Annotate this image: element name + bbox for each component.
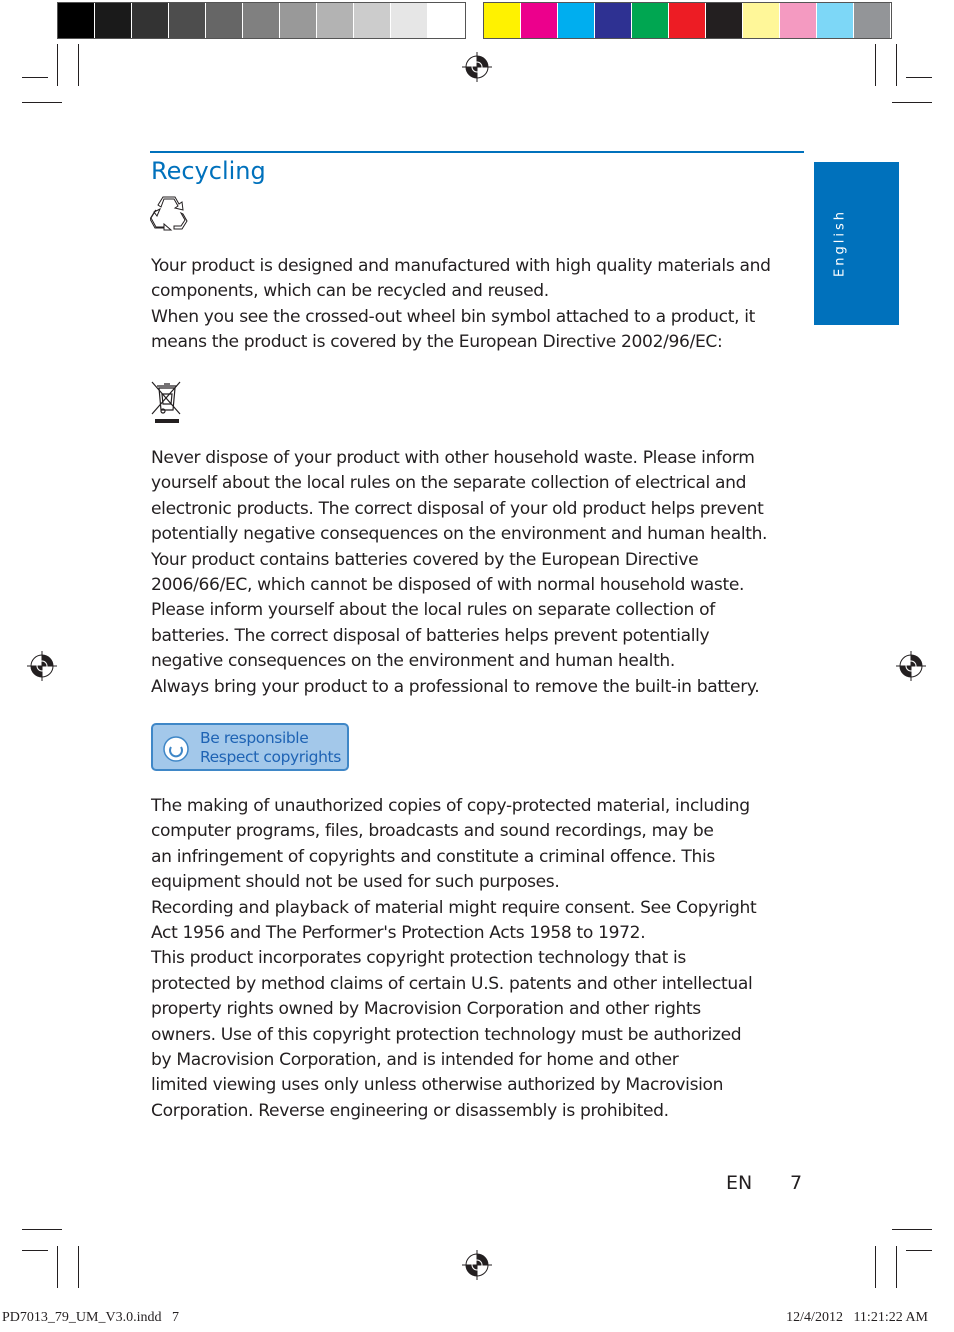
- gray-swatch: [58, 3, 95, 38]
- be-responsible-badge: [151, 723, 349, 771]
- gray-swatch: [428, 3, 465, 38]
- crossed-out-wheelie-bin-icon: [150, 378, 184, 426]
- text-line: Act 1956 and The Performer's Protection Acts 1958 to 1972.: [151, 922, 646, 943]
- disposal-paragraph: [151, 446, 807, 700]
- crop-mark: [906, 77, 932, 78]
- color-swatch: [595, 3, 632, 38]
- text-line: limited viewing uses only unless otherwise authorized by Macrovision: [151, 1075, 724, 1096]
- crop-mark: [22, 102, 62, 103]
- text-line: Corporation. Reverse engineering or disassembly is prohibited.: [151, 1100, 669, 1121]
- slug-file-name: PD7013_79_UM_V3.0.indd 7: [2, 1310, 179, 1325]
- text-line: Your product is designed and manufactured with high quality materials and: [151, 256, 771, 276]
- registration-mark-icon: [27, 651, 57, 681]
- gray-swatch: [317, 3, 354, 38]
- crop-mark: [892, 1229, 932, 1230]
- text-line: by Macrovision Corporation, and is intended for home and other: [151, 1049, 679, 1070]
- footer-language-code: EN: [726, 1172, 753, 1194]
- heading-rule: [150, 151, 804, 153]
- color-swatch: [669, 3, 706, 38]
- text-line: yourself about the local rules on the separate collection of electrical and: [151, 473, 747, 494]
- text-line: electronic products. The correct disposal of your old product helps prevent: [151, 498, 764, 519]
- crop-mark: [78, 44, 79, 86]
- text-line: batteries. The correct disposal of batteries helps prevent potentially: [151, 625, 710, 646]
- registration-mark-icon: [462, 52, 492, 82]
- crop-mark: [892, 102, 932, 103]
- text-line: The making of unauthorized copies of copy-protected material, including: [151, 796, 750, 816]
- color-swatch: [521, 3, 558, 38]
- crop-mark: [906, 1250, 932, 1251]
- gray-swatch: [391, 3, 428, 38]
- crop-mark: [22, 77, 48, 78]
- text-line: When you see the crossed-out wheel bin symbol attached to a product, it: [151, 306, 755, 327]
- text-line: This product incorporates copyright protection technology that is: [151, 948, 686, 969]
- gray-swatch: [243, 3, 280, 38]
- language-tab: [814, 162, 899, 325]
- text-line: components, which can be recycled and reused.: [151, 281, 549, 302]
- copyright-paragraph: [151, 794, 807, 1124]
- text-line: Never dispose of your product with other household waste. Please inform: [151, 448, 755, 468]
- text-line: owners. Use of this copyright protection technology must be authorized: [151, 1024, 742, 1045]
- crop-mark: [875, 1246, 876, 1288]
- gray-swatch: [354, 3, 391, 38]
- text-line: computer programs, files, broadcasts and sound recordings, may be: [151, 821, 714, 842]
- color-swatch: [632, 3, 669, 38]
- crop-mark: [57, 1246, 58, 1288]
- gray-swatch-bar: [57, 2, 466, 39]
- gray-swatch: [206, 3, 243, 38]
- gray-swatch: [95, 3, 132, 38]
- recycle-icon: [150, 196, 188, 232]
- text-line: an infringement of copyrights and constitute a criminal offence. This: [151, 846, 715, 867]
- registration-mark-icon: [896, 651, 926, 681]
- text-line: Recording and playback of material might require consent. See Copyright: [151, 897, 757, 918]
- color-swatch: [558, 3, 595, 38]
- color-swatch: [854, 3, 891, 38]
- badge-line-2: Respect copyrights: [200, 748, 341, 766]
- intro-paragraph: [151, 254, 807, 356]
- text-line: Always bring your product to a professional to remove the built-in battery.: [151, 676, 760, 697]
- gray-swatch: [280, 3, 317, 38]
- color-swatch: [743, 3, 780, 38]
- registration-mark-icon: [462, 1250, 492, 1280]
- text-line: equipment should not be used for such purposes.: [151, 872, 560, 893]
- crop-mark: [57, 44, 58, 86]
- text-line: protected by method claims of certain U.S. patents and other intellectual: [151, 973, 753, 994]
- text-line: Your product contains batteries covered by the European Directive: [151, 549, 699, 570]
- badge-line-1: Be responsible: [200, 729, 309, 747]
- crop-mark: [896, 1246, 897, 1288]
- crop-mark: [896, 44, 897, 86]
- gray-swatch: [169, 3, 206, 38]
- gray-swatch: [132, 3, 169, 38]
- slug-date: 12/4/2012 11:21:22 AM: [786, 1310, 928, 1325]
- section-title: Recycling: [151, 157, 266, 185]
- crop-mark: [78, 1246, 79, 1288]
- color-swatch: [706, 3, 743, 38]
- language-tab-label: English: [832, 209, 848, 277]
- color-swatch-bar: [483, 2, 892, 39]
- page-number: 7: [790, 1172, 803, 1194]
- text-line: negative consequences on the environment and human health.: [151, 651, 676, 672]
- color-swatch: [484, 3, 521, 38]
- text-line: Please inform yourself about the local rules on separate collection of: [151, 600, 715, 621]
- color-swatch: [817, 3, 854, 38]
- text-line: means the product is covered by the European Directive 2002/96/EC:: [151, 332, 723, 353]
- crop-mark: [22, 1250, 48, 1251]
- crop-mark: [875, 44, 876, 86]
- text-line: property rights owned by Macrovision Corporation and other rights: [151, 999, 701, 1020]
- crop-mark: [22, 1229, 62, 1230]
- text-line: potentially negative consequences on the environment and human health.: [151, 524, 768, 545]
- color-swatch: [780, 3, 817, 38]
- power-icon: [163, 736, 189, 762]
- text-line: 2006/66/EC, which cannot be disposed of with normal household waste.: [151, 574, 745, 595]
